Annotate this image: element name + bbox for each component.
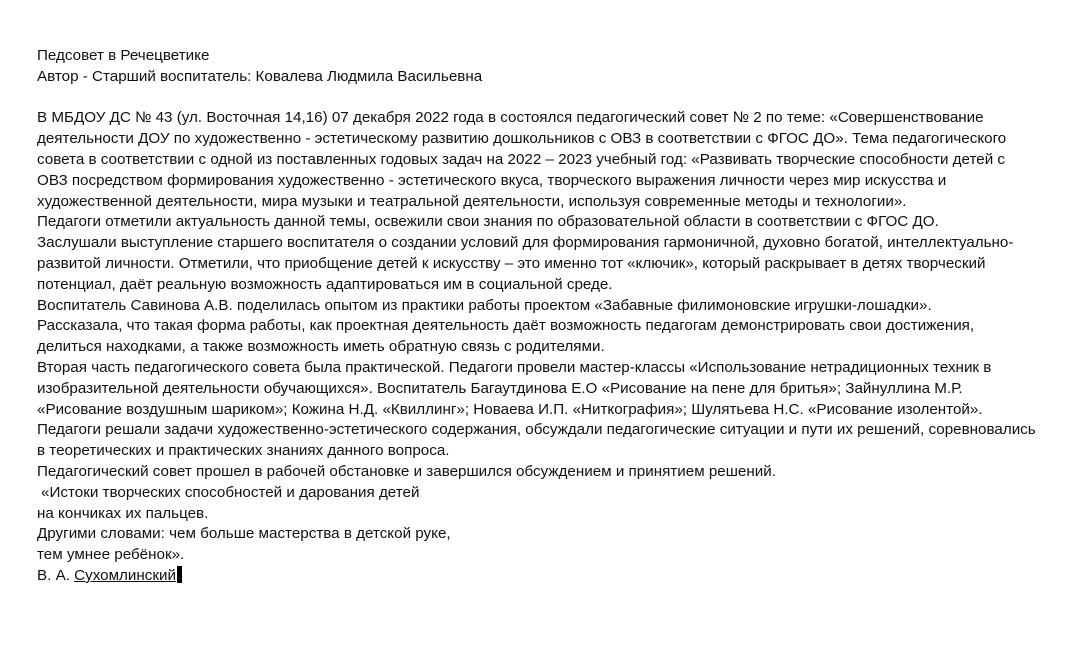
quote-line-3: Другими словами: чем больше мастерства в детской руке, bbox=[37, 525, 451, 543]
paragraph-spacer bbox=[37, 88, 1037, 109]
quote-attribution bbox=[37, 566, 1037, 587]
quote-line-4: тем умнее ребёнок». bbox=[37, 546, 185, 564]
paragraph-savinova-experience: Воспитатель Савинова А.В. поделилась опытом из практики работы проектом «Забавные филимоновские игрушки-лошадки». bbox=[37, 296, 932, 314]
document-author: Автор - Старший воспитатель: Ковалева Людмила Васильевна bbox=[37, 67, 483, 85]
document-title: Педсовет в Речецветике bbox=[37, 47, 210, 64]
paragraph-senior-teacher-talk: Заслушали выступление старшего воспитателя о создании условий для формирования гармоничной, духовно богатой, интеллектуально-развитой личности. Отметили, что приобщение детей к искусству – это именно тот «ключик», который раскрывает в детях творческий потенциал, даёт реальную возможность адаптироваться им в социальной среде. bbox=[37, 234, 1014, 293]
paragraph-project-work: Рассказала, что такая форма работы, как проектная деятельность даёт возможность педагогам демонстрировать свои достижения, делиться находками, а также возможность иметь обратную связь с родителями. bbox=[37, 317, 975, 356]
paragraph-tasks: Педагоги решали задачи художественно-эстетического содержания, обсуждали педагогические ситуации и пути их решений, соревновались в теоретических и практических знаниях данного вопроса. bbox=[37, 421, 1036, 460]
paragraph-relevance: Педагоги отметили актуальность данной темы, освежили свои знания по образовательной области в соответствии с ФГОС ДО. bbox=[37, 213, 939, 231]
paragraph-intro: В МБДОУ ДС № 43 (ул. Восточная 14,16) 07 декабря 2022 года в состоялся педагогический совет № 2 по теме: «Совершенствование деятельности ДОУ по художественно - эстетическому развитию дошкольников с ОВЗ в соответствии с ФГОС ДО». Тема педагогического совета в соответствии с одной из поставленных годовых задач на 2022 – 2023 учебный год: «Развивать творческие способности детей с ОВЗ посредством формирования художественно - эстетического вкуса, творческого выражения личности через мир искусства и художественной деятельности, мира музыки и театральной деятельности, используя современные методы и технологии». bbox=[37, 109, 1007, 210]
paragraph-conclusion: Педагогический совет прошел в рабочей обстановке и завершился обсуждением и принятием решений. bbox=[37, 462, 776, 480]
text-cursor bbox=[177, 566, 182, 583]
quote-line-1: «Истоки творческих способностей и дарования детей bbox=[41, 483, 420, 501]
quote-author-surname-link[interactable]: Сухомлинский bbox=[74, 566, 176, 584]
document-body bbox=[37, 46, 1037, 587]
quote-line-2: на кончиках их пальцев. bbox=[37, 504, 209, 522]
quote-author-initials: В. А. bbox=[37, 566, 70, 584]
paragraph-master-classes: Вторая часть педагогического совета была практической. Педагоги провели мастер-классы «Использование нетрадиционных техник в изобразительной деятельности обучающихся». Воспитатель Багаутдинова Е.О «Рисование на пене для бритья»; Зайнуллина М.Р. «Рисование воздушным шариком»; Кожина Н.Д. «Квиллинг»; Новаева И.П. «Ниткография»; Шулятьева Н.С. «Рисование изолентой». bbox=[37, 358, 992, 418]
